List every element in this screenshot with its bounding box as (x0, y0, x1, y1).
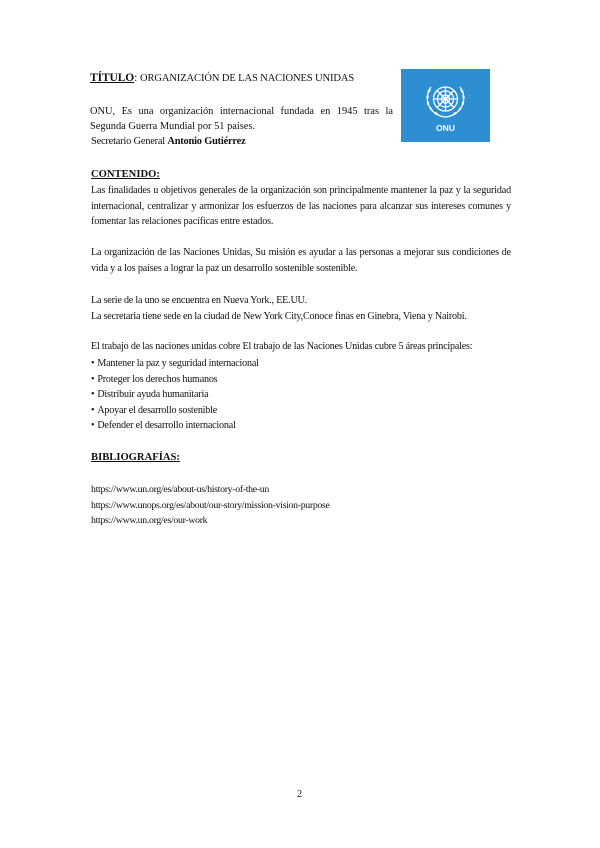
intro-paragraph: ONU, Es una organización internacional fundada en 1945 tras la Segunda Guerra Mundial por 51 países. (90, 106, 393, 132)
bibliography-link-2[interactable]: https://www.unops.org/es/about/our-story/mission-vision-purpose (91, 500, 330, 511)
contenido-heading: CONTENIDO: (91, 169, 160, 180)
headquarters-line: La serie de la uno se encuentra en Nueva York., EE.UU. (91, 295, 307, 306)
title-separator: : (134, 72, 141, 84)
bibliografias-heading: BIBLIOGRAFÍAS: (91, 452, 180, 463)
list-item: • Mantener la paz y seguridad internacional (91, 356, 259, 372)
secretary-prefix: Secretario General (91, 136, 168, 147)
logo-text: ONU (436, 123, 455, 133)
page-number: 2 (297, 789, 302, 800)
list-item: • Proteger los derechos humanos (91, 372, 259, 388)
list-item: • Apoyar el desarrollo sostenible (91, 403, 259, 419)
list-item: • Distribuir ayuda humanitaria (91, 387, 259, 403)
work-areas-list (91, 356, 259, 434)
list-item: • Defender el desarrollo internacional (91, 418, 259, 434)
bibliography-link-1[interactable]: https://www.un.org/es/about-us/history-of-the-un (91, 484, 269, 495)
secretariat-line: La secretaria tiene sede en la ciudad de New York City,Conoce finas en Ginebra, Viena y Nairobi. (91, 311, 467, 322)
title-label: TÍTULO (90, 72, 135, 84)
bibliography-link-3[interactable]: https://www.un.org/es/our-work (91, 515, 208, 526)
un-logo (401, 69, 490, 142)
secretary-name: Antonio Gutiérrez (167, 136, 246, 147)
un-emblem-icon (401, 69, 490, 142)
secretary-line (91, 136, 245, 147)
contenido-paragraph-1: Las finalidades u objetivos generales de la organización son principalmente mantener la paz y la seguridad internacional, centralizar y armonizar los esfuerzos de las naciones para alcanzar sus intereses comunes y fomentar las relaciones pacíficas entre estados. (91, 185, 511, 228)
document-title (90, 72, 354, 84)
contenido-paragraph-2: La organización de las Naciones Unidas, Su misión es ayudar a las personas a mejorar sus condiciones de vida y a los países a lograr la paz un desarrollo sostenible sostenible. (91, 247, 511, 274)
title-value: ORGANIZACIÓN DE LAS NACIONES UNIDAS (140, 73, 355, 84)
work-areas-intro: El trabajo de las naciones unidas cobre El trabajo de las Naciones Unidas cubre 5 áreas principales: (91, 341, 473, 352)
